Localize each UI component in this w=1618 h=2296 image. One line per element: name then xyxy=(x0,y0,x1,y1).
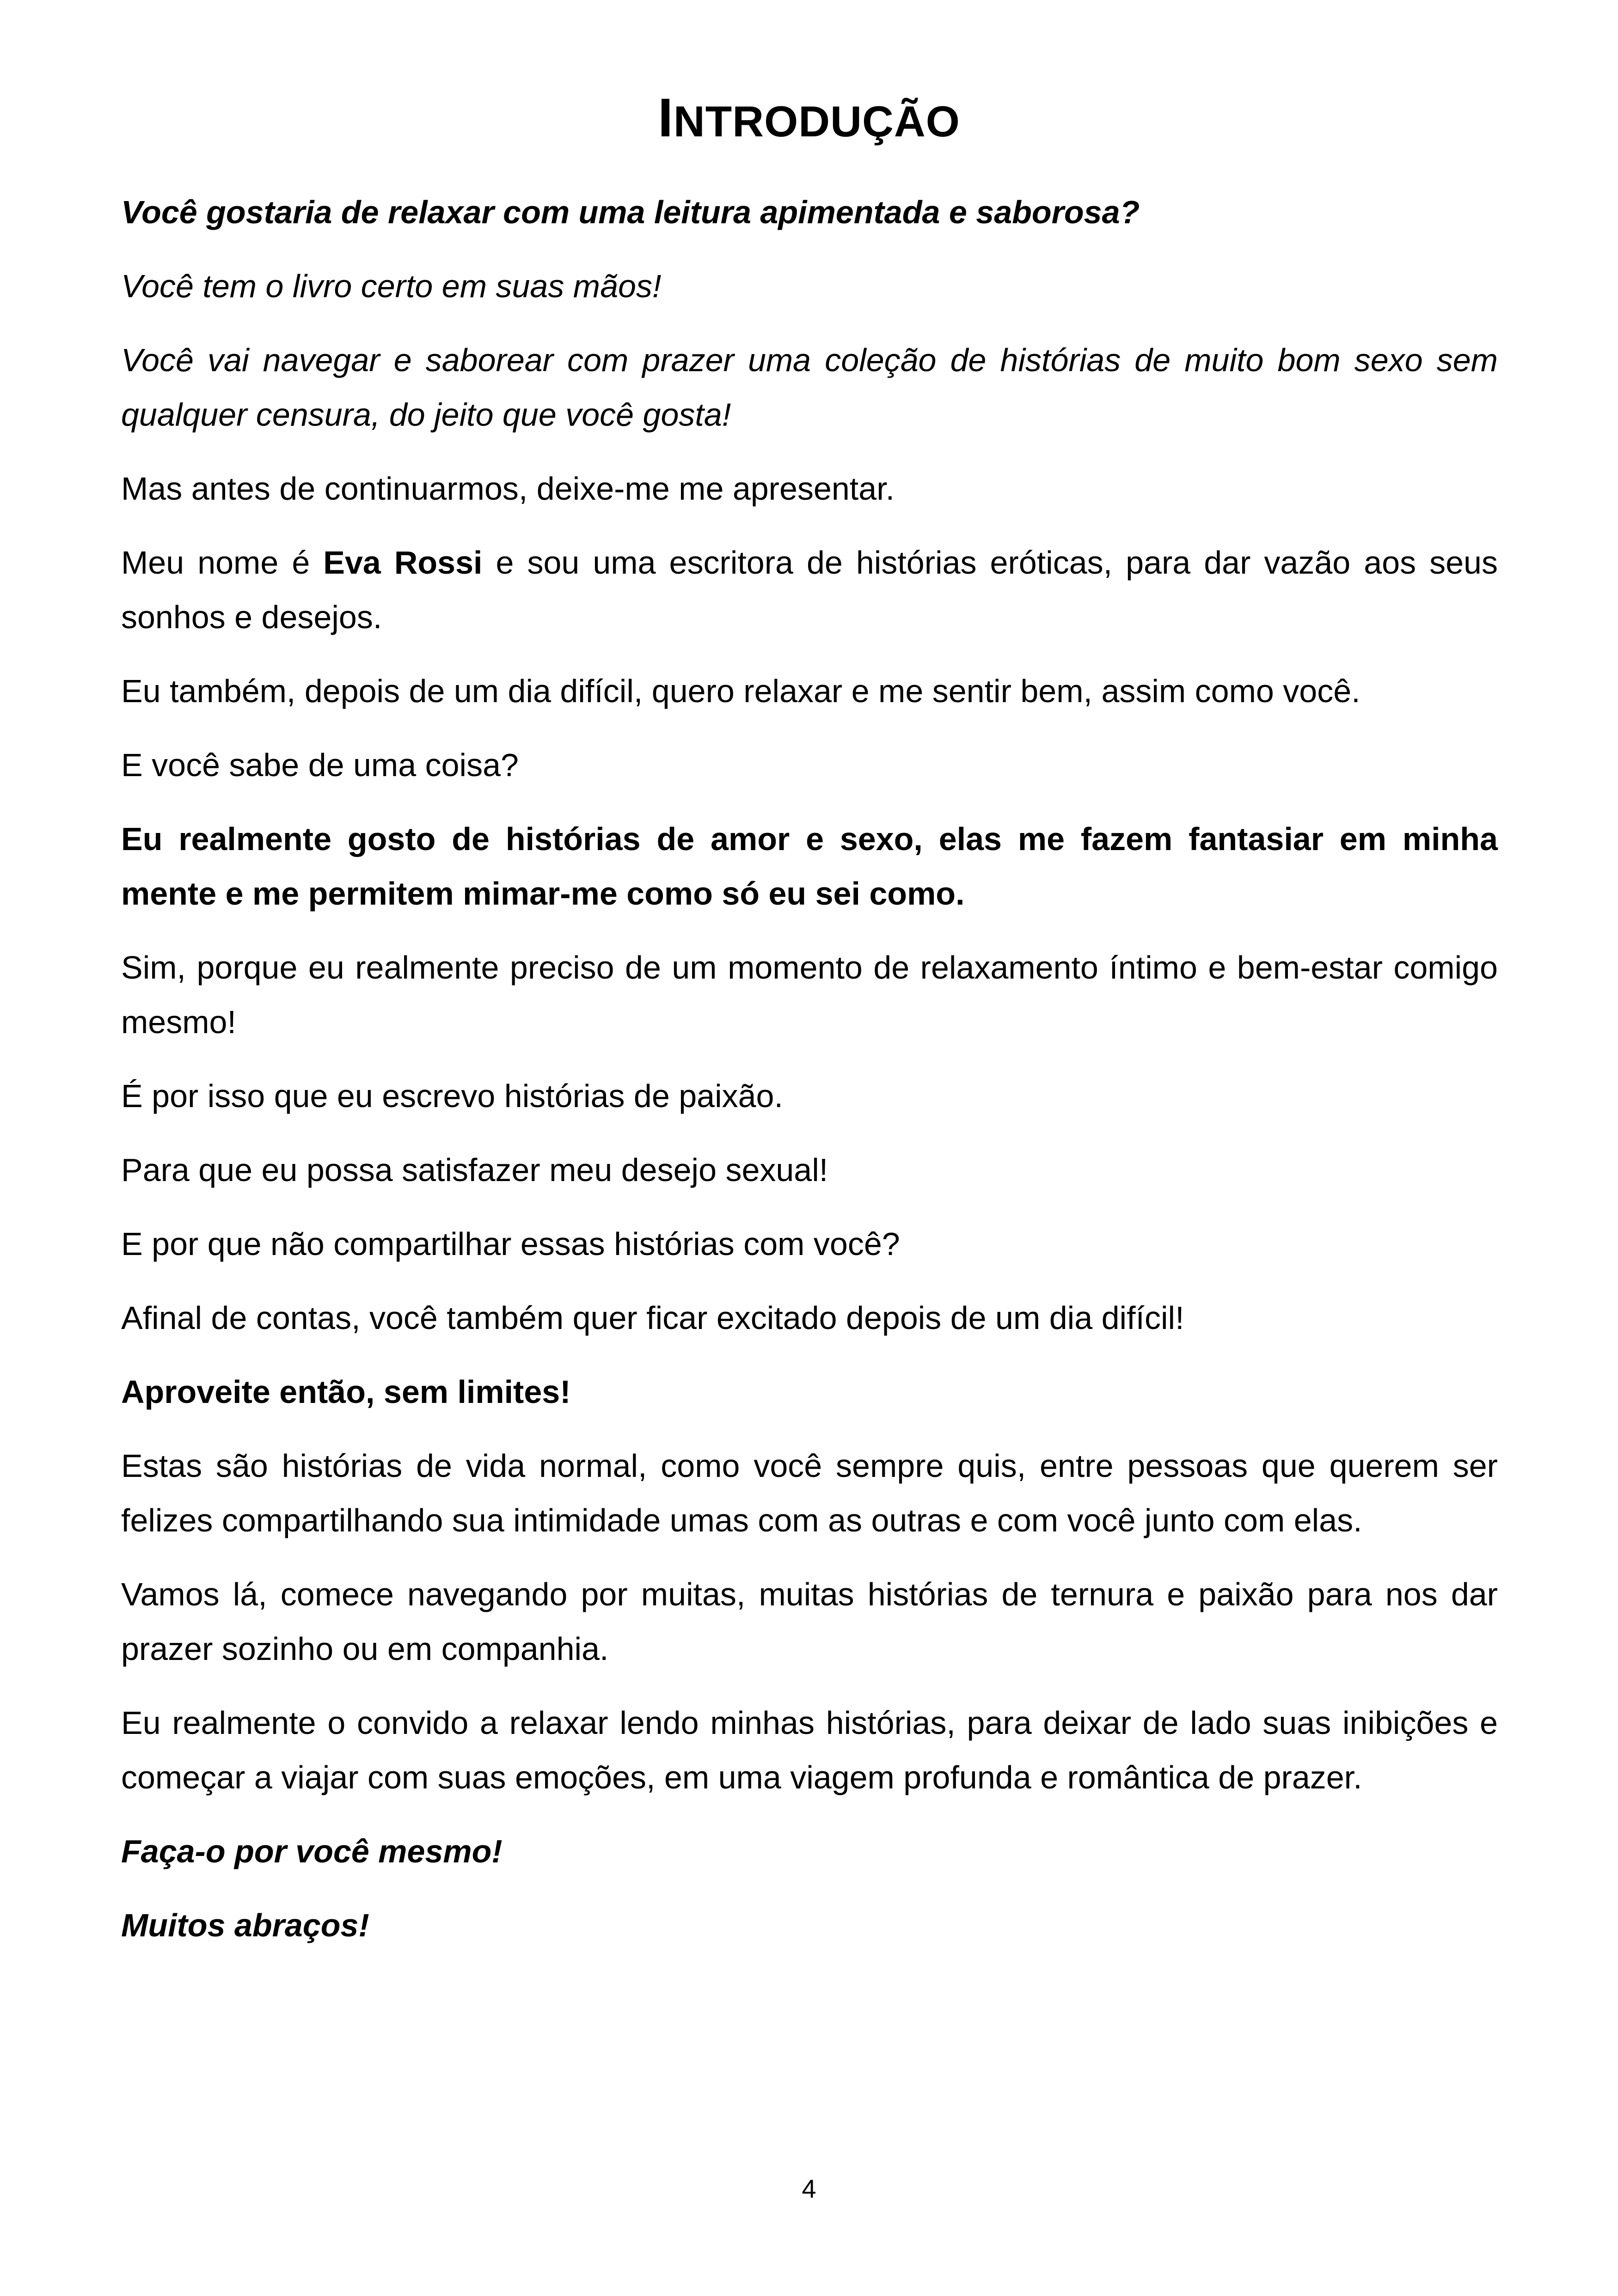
paragraph-5-before: Meu nome é xyxy=(121,545,324,581)
paragraph-12: E por que não compartilhar essas histórias com você? xyxy=(121,1226,900,1262)
paragraph-7: E você sabe de uma coisa? xyxy=(121,747,519,783)
paragraph-9: Sim, porque eu realmente preciso de um momento de relaxamento íntimo e bem-estar comigo mesmo! xyxy=(121,949,1498,1040)
title-rest: NTRODUÇÃO xyxy=(673,97,960,146)
paragraph-13: Afinal de contas, você também quer ficar excitado depois de um dia difícil! xyxy=(121,1300,1184,1336)
paragraph-17: Eu realmente o convido a relaxar lendo minhas histórias, para deixar de lado suas inibições e começar a viajar com suas emoções, em uma viagem profunda e romântica de prazer. xyxy=(121,1705,1498,1795)
paragraph-2: Você tem o livro certo em suas mãos! xyxy=(121,268,662,304)
paragraph-11: Para que eu possa satisfazer meu desejo sexual! xyxy=(121,1152,828,1188)
paragraph-10: É por isso que eu escrevo histórias de paixão. xyxy=(121,1078,783,1114)
paragraph-5-after: e sou uma escritora de histórias eróticas, para dar vazão aos seus sonhos e desejos. xyxy=(121,545,1498,635)
page-number: 4 xyxy=(802,2174,816,2203)
paragraph-5 xyxy=(121,535,1498,644)
paragraph-16: Vamos lá, comece navegando por muitas, muitas histórias de ternura e paixão para nos dar prazer sozinho ou em companhia. xyxy=(121,1576,1498,1667)
paragraph-6: Eu também, depois de um dia difícil, quero relaxar e me sentir bem, assim como você. xyxy=(121,673,1361,709)
paragraph-14: Aproveite então, sem limites! xyxy=(121,1374,571,1410)
paragraph-18: Faça-o por você mesmo! xyxy=(121,1833,503,1869)
paragraph-8: Eu realmente gosto de histórias de amor e sexo, elas me fazem fantasiar em minha mente e me permitem mimar-me como só eu sei como. xyxy=(121,821,1498,912)
title-initial: I xyxy=(658,87,674,148)
paragraph-1: Você gostaria de relaxar com uma leitura apimentada e saborosa? xyxy=(121,194,1140,230)
page-title xyxy=(0,83,1618,156)
paragraph-4: Mas antes de continuarmos, deixe-me me apresentar. xyxy=(121,471,895,507)
paragraph-15: Estas são histórias de vida normal, como você sempre quis, entre pessoas que querem ser felizes compartilhando sua intimidade umas com as outras e com você junto com elas. xyxy=(121,1448,1498,1538)
paragraph-19: Muitos abraços! xyxy=(121,1907,369,1943)
page-body xyxy=(121,185,1498,1972)
author-name: Eva Rossi xyxy=(323,545,483,581)
paragraph-3: Você vai navegar e saborear com prazer uma coleção de histórias de muito bom sexo sem qualquer censura, do jeito que você gosta! xyxy=(121,342,1498,433)
